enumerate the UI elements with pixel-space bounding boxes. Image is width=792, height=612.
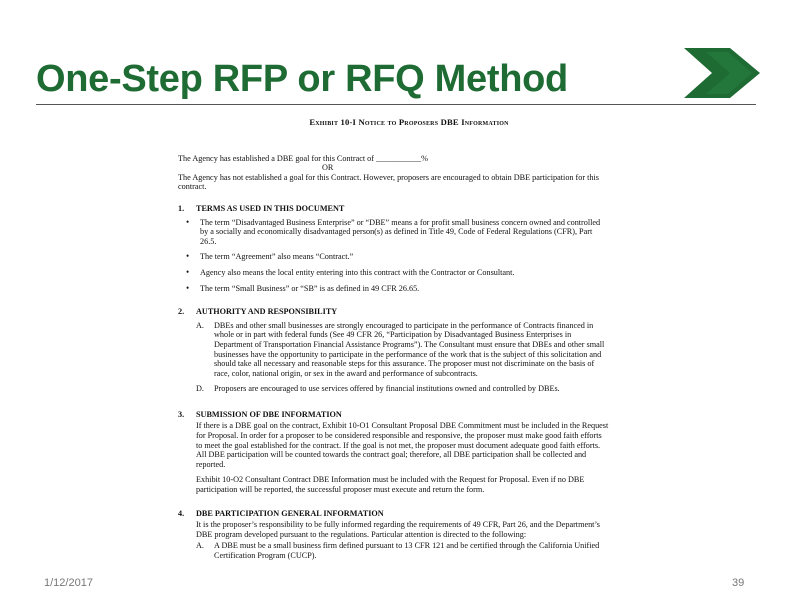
item-letter: A. [196, 320, 204, 330]
slide-title: One-Step RFP or RFQ Method [36, 58, 568, 100]
section-heading [178, 204, 610, 214]
section-title: DBE PARTICIPATION GENERAL INFORMATION [196, 508, 384, 518]
section-heading [178, 410, 610, 420]
item-text: Proposers are encouraged to use services offered by financial institutions owned and controlled by DBEs. [214, 384, 560, 394]
or-text: OR [322, 163, 334, 173]
item-letter: A. [196, 541, 204, 551]
section-heading [178, 509, 610, 519]
section-number: 3. [178, 409, 185, 419]
exhibit-document [178, 118, 610, 612]
section-title: SUBMISSION OF DBE INFORMATION [196, 409, 342, 419]
list-item [178, 384, 610, 394]
item-letter: D. [196, 384, 204, 394]
section-number: 1. [178, 203, 185, 213]
title-divider [36, 104, 756, 105]
item-text: DBEs and other small businesses are strongly encouraged to participate in the performance of Contracts financed in whole or in part with federal funds (See 49 CFR 26, “Participation by Disadvantaged Business Enterprises in Department of Transportation Financial Assistance Programs”). The Consultant must ensure that DBEs and other small businesses have the opportunity to participate in the performance of the work that is the subject of this solicitation and should take all necessary and reasonable steps for this assurance. The proposer must not discriminate on the basis of race, color, national origin, or sex in the award and performance of subcontracts. [214, 320, 605, 378]
exhibit-title: Exhibit 10-I Notice to Proposers DBE Information [309, 118, 509, 127]
section-title: AUTHORITY AND RESPONSIBILITY [196, 307, 338, 317]
list-item [178, 541, 610, 560]
list-item: • The term “Small Business” or “SB” is as defined in 49 CFR 26.65. [178, 284, 610, 294]
paragraph: If there is a DBE goal on the contract, Exhibit 10-O1 Consultant Proposal DBE Commitment must be included in the Request for Proposal. In order for a proposer to be considered responsible and responsive, the proposer must make good faith efforts to meet the goal established for the contract. If the goal is not met, the proposer must document adequate good faith efforts. All DBE participation will be counted towards the contract goal; therefore, all DBE participation shall be collected and reported. [196, 421, 609, 469]
terms-list [178, 218, 610, 294]
section-title: TERMS AS USED IN THIS DOCUMENT [196, 203, 345, 213]
section-number: 2. [178, 307, 185, 317]
paragraph: It is the proposer’s responsibility to be fully informed regarding the requirements of 49 CFR, Part 26, and the Department’s DBE program developed pursuant to the regulations. Particular attention is directed to the following: [196, 520, 600, 539]
paragraph: Exhibit 10-O2 Consultant Contract DBE Information must be included with the Request for Proposal. Even if no DBE participation will be reported, the successful proposer must execute and return the form. [196, 475, 585, 495]
list-item: • The term “Disadvantaged Business Enterprise” or “DBE” means a for profit small business concern owned and controlled by a socially and economically disadvantaged person(s) as defined in Title 49, Code of Federal Regulations (CFR), Part 26.5. [178, 218, 610, 247]
slide-date: 1/12/2017 [44, 577, 93, 589]
no-goal-statement: The Agency has not established a goal for this Contract. However, proposers are encouraged to obtain DBE participation for this contract. [178, 172, 599, 192]
section-heading [178, 307, 610, 317]
list-item: • The term “Agreement” also means “Contract.” [178, 252, 610, 262]
chevron-arrow-logo-icon [684, 48, 762, 98]
item-text: A DBE must be a small business firm defined pursuant to 13 CFR 121 and be certified through the California Unified Certification Program (CUCP). [214, 541, 600, 560]
section-number: 4. [178, 508, 185, 518]
goal-statement: The Agency has established a DBE goal for this Contract of ___________% [178, 153, 428, 163]
list-item [178, 321, 610, 379]
slide-page-number: 39 [732, 577, 745, 589]
list-item: • Agency also means the local entity entering into this contract with the Contractor or Consultant. [178, 268, 610, 278]
